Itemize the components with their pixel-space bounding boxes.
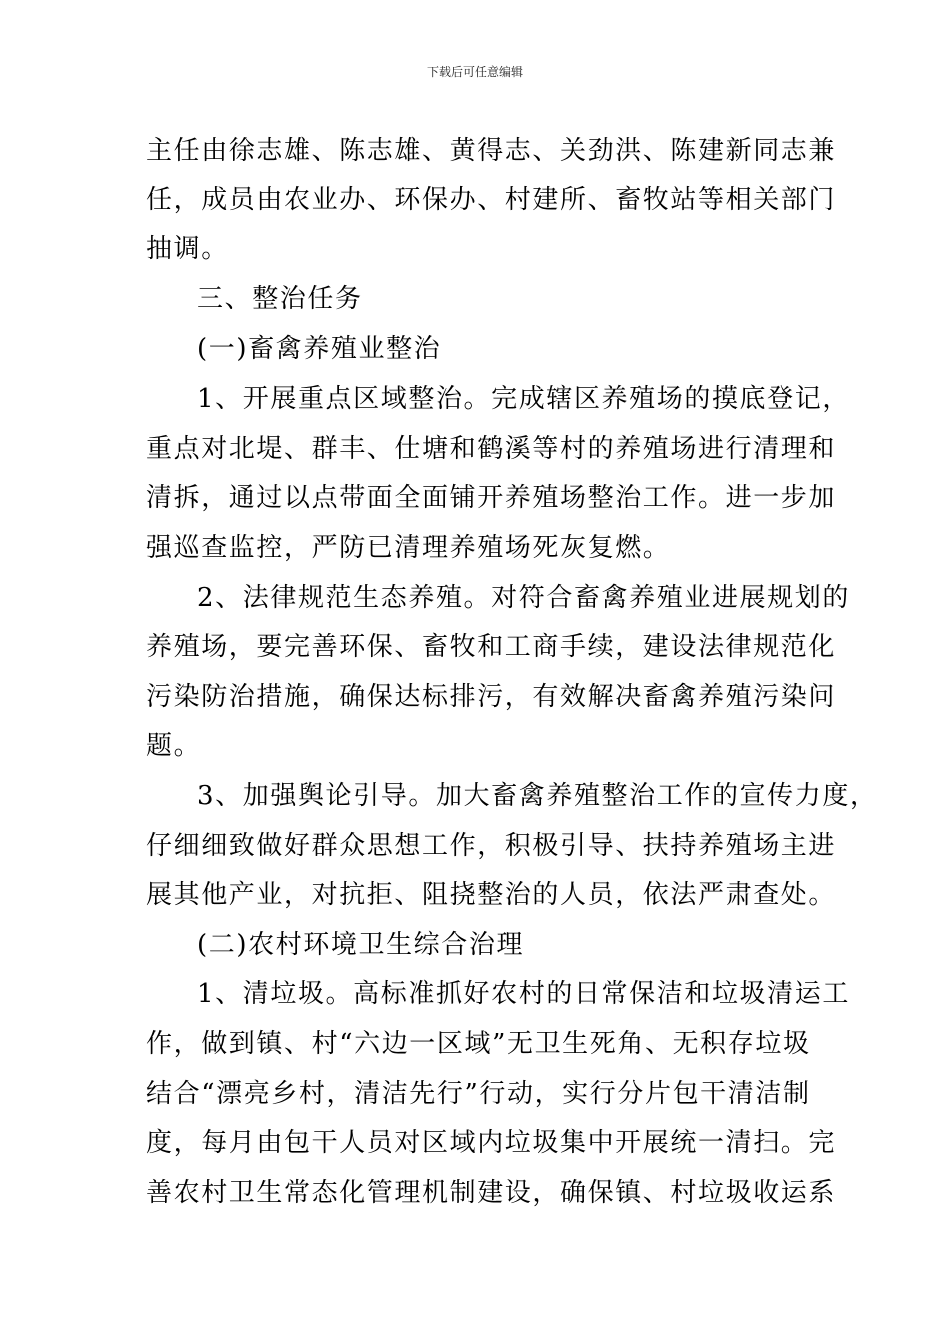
- subsection-heading: (二)农村环境卫生综合治理: [197, 930, 525, 960]
- text-line: 结合“漂亮乡村，清洁先行”行动，实行分片包干清洁制: [146, 1079, 811, 1109]
- text-line: 清拆，通过以点带面全面铺开养殖场整治工作。进一步加: [146, 483, 837, 513]
- text-line: 强巡查监控，严防已清理养殖场死灰复燃。: [146, 533, 671, 563]
- text-line: 题。: [146, 731, 202, 761]
- subsection-heading: (一)畜禽养殖业整治: [197, 334, 442, 364]
- text-line: 3、加强舆论引导。加大畜禽养殖整治工作的宣传力度，: [197, 781, 878, 811]
- text-line: 抽调。: [146, 234, 229, 264]
- page-header: 下载后可任意编辑: [426, 65, 523, 79]
- text-line: 1、清垃圾。高标准抓好农村的日常保洁和垃圾清运工: [197, 979, 850, 1009]
- text-line: 善农村卫生常态化管理机制建设，确保镇、村垃圾收运系: [146, 1178, 837, 1208]
- text-line: 度，每月由包干人员对区域内垃圾集中开展统一清扫。完: [146, 1128, 837, 1158]
- text-line: 任，成员由农业办、环保办、村建所、畜牧站等相关部门: [146, 185, 837, 215]
- text-line: 仔细细致做好群众思想工作，积极引导、扶持养殖场主进: [146, 831, 837, 861]
- text-line: 主任由徐志雄、陈志雄、黄得志、关劲洪、陈建新同志兼: [146, 136, 837, 166]
- text-line: 展其他产业，对抗拒、阻挠整治的人员，依法严肃查处。: [146, 880, 837, 910]
- text-line: 1、开展重点区域整治。完成辖区养殖场的摸底登记，: [197, 384, 850, 414]
- section-heading: 三、整治任务: [197, 284, 363, 314]
- text-line: 2、法律规范生态养殖。对符合畜禽养殖业进展规划的: [197, 583, 850, 613]
- text-line: 重点对北堤、群丰、仕塘和鹤溪等村的养殖场进行清理和: [146, 434, 837, 464]
- text-line: 污染防治措施，确保达标排污，有效解决畜禽养殖污染问: [146, 682, 837, 712]
- text-line: 作，做到镇、村“六边一区域”无卫生死角、无积存垃圾: [146, 1029, 811, 1059]
- text-line: 养殖场，要完善环保、畜牧和工商手续，建设法律规范化: [146, 632, 837, 662]
